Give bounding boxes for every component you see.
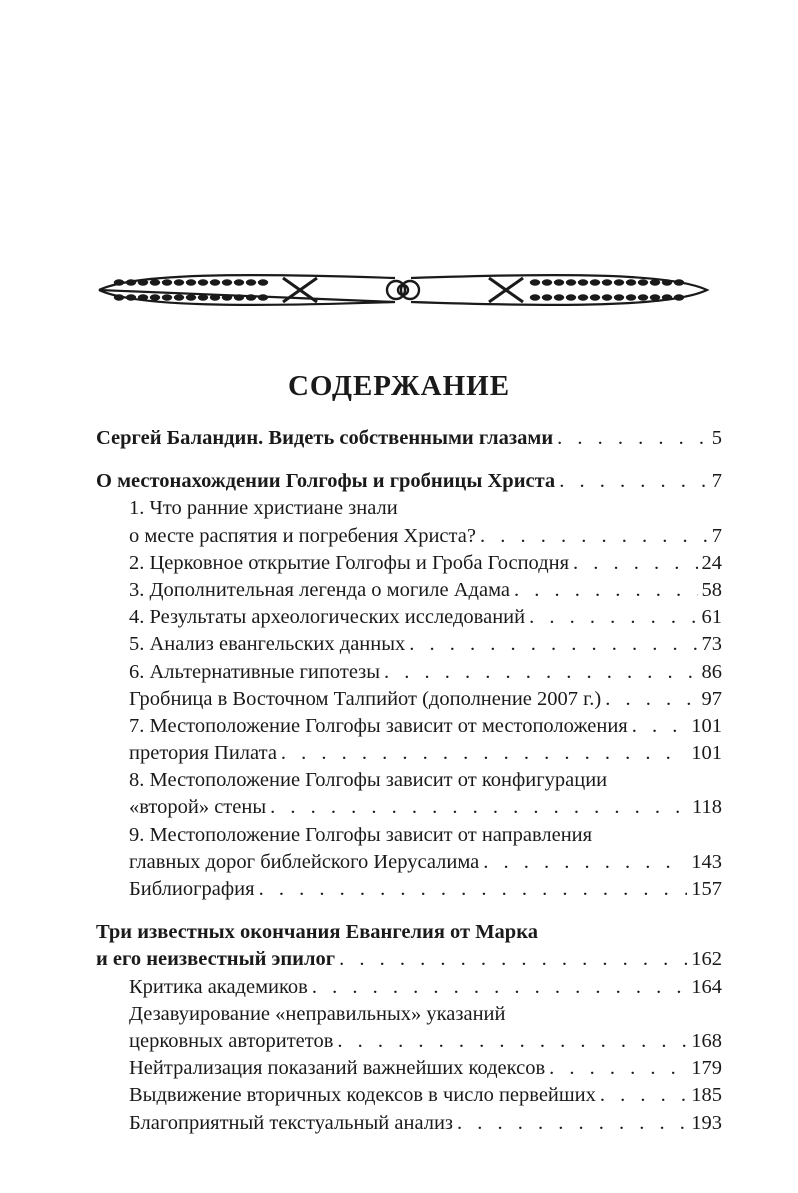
ornament-leaf xyxy=(554,294,564,300)
ornament-leaf xyxy=(566,294,576,300)
toc-entry xyxy=(96,1055,722,1082)
toc-entry-title: 1. Что ранние христиане знали xyxy=(129,497,398,520)
toc-entry-title: о месте распятия и погребения Христа? xyxy=(129,524,476,547)
toc-entry xyxy=(96,849,722,876)
ornament-leaf xyxy=(530,279,540,285)
ornament-leaf xyxy=(162,279,172,285)
ornament-leaf xyxy=(126,279,136,285)
toc-entry xyxy=(96,523,722,550)
ornament-leaf xyxy=(138,294,148,300)
toc-entry-title: Три известных окончания Евангелия от Марка xyxy=(96,921,538,944)
toc-entry xyxy=(96,740,722,767)
toc-page-number: 193 xyxy=(691,1111,722,1134)
ornament-leaf xyxy=(626,279,636,285)
toc-entry-title: 2. Церковное открытие Голгофы и Гроба Господня xyxy=(129,551,570,574)
toc-entry xyxy=(96,550,722,577)
ornament-leaf xyxy=(246,294,256,300)
toc-leader-dots xyxy=(632,713,688,740)
toc-leader-dots xyxy=(337,1028,687,1055)
ornament-leaf xyxy=(530,294,540,300)
ornament-leaf xyxy=(566,279,576,285)
toc-entry-title: 9. Местоположение Голгофы зависит от направления xyxy=(129,823,593,846)
toc-entry xyxy=(96,822,722,849)
toc-page-number: 86 xyxy=(701,660,722,683)
ornament-leaf xyxy=(162,294,172,300)
toc-leader-dots xyxy=(529,604,697,631)
toc-entry-title: 4. Результаты археологических исследований xyxy=(129,606,526,629)
ornament-leaf xyxy=(578,294,588,300)
toc-leader-dots xyxy=(457,1110,687,1137)
toc-entry-title: Благоприятный текстуальный анализ xyxy=(129,1111,454,1134)
toc-entry-title: Критика академиков xyxy=(129,975,308,998)
toc-leader-dots xyxy=(605,686,697,713)
toc-entry xyxy=(96,794,722,821)
toc-entry xyxy=(96,1028,722,1055)
toc-page-number: 61 xyxy=(701,606,722,629)
toc-entry xyxy=(96,577,722,604)
ornament-leaf xyxy=(246,279,256,285)
toc-entry xyxy=(96,686,722,713)
ornament-leaf xyxy=(590,294,600,300)
ornament-leaf xyxy=(542,279,552,285)
toc-leader-dots xyxy=(281,740,687,767)
toc-entry-title: Библиография xyxy=(129,878,255,900)
toc-leader-dots xyxy=(557,425,708,452)
toc-page-number: 7 xyxy=(711,470,722,493)
toc-entry-title: претория Пилата xyxy=(129,742,277,765)
toc-page-number: 168 xyxy=(691,1029,722,1052)
toc-entry xyxy=(96,495,722,522)
toc-entry xyxy=(96,974,722,1001)
toc-entry-title: церковных авторитетов xyxy=(129,1029,334,1052)
ornament-leaf xyxy=(674,294,684,300)
toc-entry xyxy=(96,604,722,631)
toc-entry-title: О местонахождении Голгофы и гробницы Христа xyxy=(96,470,556,493)
toc-entry xyxy=(96,659,722,686)
ornament-leaf xyxy=(222,294,232,300)
toc-page-number: 7 xyxy=(711,524,722,547)
ornament-leaf xyxy=(638,294,648,300)
ornament-leaf xyxy=(674,279,684,285)
ornament-leaf xyxy=(602,294,612,300)
ornament-leaf xyxy=(126,294,136,300)
toc-leader-dots xyxy=(559,468,708,495)
toc-entry xyxy=(96,425,722,452)
ornament-leaf xyxy=(650,294,660,300)
toc-entry xyxy=(96,1082,722,1109)
ornament-leaf xyxy=(614,294,624,300)
ornament-leaf xyxy=(114,279,124,285)
toc-entry-title: Дезавуирование «неправильных» указаний xyxy=(129,1002,506,1025)
toc-leader-dots xyxy=(259,876,688,903)
toc-leader-dots xyxy=(384,659,697,686)
toc-entry-title: главных дорог библейского Иерусалима xyxy=(129,850,480,873)
toc-entry-title: 6. Альтернативные гипотезы xyxy=(129,660,381,683)
toc-leader-dots xyxy=(573,550,697,577)
toc-page-number: 73 xyxy=(701,633,722,656)
ornament-leaf xyxy=(554,279,564,285)
ornament-leaf xyxy=(626,294,636,300)
toc-leader-dots xyxy=(549,1055,687,1082)
ornament-leaf xyxy=(258,279,268,285)
ornament-leaf xyxy=(210,279,220,285)
ornament-leaf xyxy=(650,279,660,285)
ornament-leaf xyxy=(138,279,148,285)
toc-entry xyxy=(96,631,722,658)
toc-leader-dots xyxy=(514,577,697,604)
toc-entry-title: 5. Анализ евангельских данных xyxy=(129,633,406,656)
toc-leader-dots xyxy=(409,631,697,658)
toc-entry-title: 7. Местоположение Голгофы зависит от местоположения xyxy=(129,714,628,737)
toc-entry-title: Выдвижение вторичных кодексов в число первейших xyxy=(129,1084,596,1107)
ornament-leaf xyxy=(638,279,648,285)
toc-entry xyxy=(96,767,722,794)
ornament-leaf xyxy=(186,279,196,285)
toc-leader-dots xyxy=(480,523,708,550)
toc-leader-dots xyxy=(312,974,687,1001)
toc-page-number: 143 xyxy=(691,850,722,873)
toc-page-number: 185 xyxy=(691,1084,722,1107)
toc-entry-title: 8. Местоположение Голгофы зависит от конфигурации xyxy=(129,769,608,792)
toc-leader-dots xyxy=(483,849,687,876)
ornament-leaf xyxy=(662,279,672,285)
toc-entry xyxy=(96,876,722,903)
toc-entry-title: Нейтрализация показаний важнейших кодексов xyxy=(129,1057,546,1080)
ornament-leaf xyxy=(174,294,184,300)
toc-entry xyxy=(96,1110,722,1137)
toc-page-number: 162 xyxy=(691,948,722,971)
ornament-leaf xyxy=(234,294,244,300)
ornament-leaf xyxy=(150,279,160,285)
table-of-contents xyxy=(96,425,722,1137)
decorative-ornament-band xyxy=(95,270,711,310)
ornament-leaf xyxy=(662,294,672,300)
ornament-leaf xyxy=(614,279,624,285)
toc-page-number: 101 xyxy=(691,742,722,765)
toc-page-number: 101 xyxy=(691,714,722,737)
toc-entry xyxy=(96,919,722,946)
ornament-leaf xyxy=(234,279,244,285)
toc-entry xyxy=(96,1001,722,1028)
ornament-leaf xyxy=(198,294,208,300)
toc-page-number: 24 xyxy=(701,551,722,574)
toc-page-number: 58 xyxy=(701,578,722,601)
ornament-leaf xyxy=(222,279,232,285)
toc-page-number: 164 xyxy=(691,975,722,998)
ornament-leaf xyxy=(590,279,600,285)
toc-page-number: 157 xyxy=(691,878,722,900)
toc-page-number: 179 xyxy=(691,1057,722,1080)
ornament-leaf xyxy=(542,294,552,300)
toc-entry-title: Гробница в Восточном Талпийот (дополнение 2007 г.) xyxy=(129,687,602,710)
toc-page-number: 97 xyxy=(701,687,722,710)
toc-entry xyxy=(96,946,722,973)
toc-leader-dots xyxy=(339,946,687,973)
toc-leader-dots xyxy=(600,1082,687,1109)
ornament-leaf xyxy=(198,279,208,285)
page-title: СОДЕРЖАНИЕ xyxy=(287,370,511,402)
ornament-leaf xyxy=(114,294,124,300)
ornament-leaf xyxy=(186,294,196,300)
toc-entry-title: и его неизвестный эпилог xyxy=(96,948,336,971)
ornament-leaf xyxy=(210,294,220,300)
toc-entry xyxy=(96,468,722,495)
toc-entry-title: Сергей Баландин. Видеть собственными глазами xyxy=(96,427,554,449)
ornament-leaf xyxy=(174,279,184,285)
ornament-leaf xyxy=(578,279,588,285)
toc-page-number: 5 xyxy=(711,427,722,449)
toc-entry-title: 3. Дополнительная легенда о могиле Адама xyxy=(129,578,511,601)
ornament-leaf xyxy=(150,294,160,300)
toc-page-number: 118 xyxy=(692,796,722,819)
ornament-leaf xyxy=(258,294,268,300)
toc-entry-title: «второй» стены xyxy=(129,796,267,819)
toc-leader-dots xyxy=(270,794,688,821)
toc-entry xyxy=(96,713,722,740)
ornament-leaf xyxy=(602,279,612,285)
